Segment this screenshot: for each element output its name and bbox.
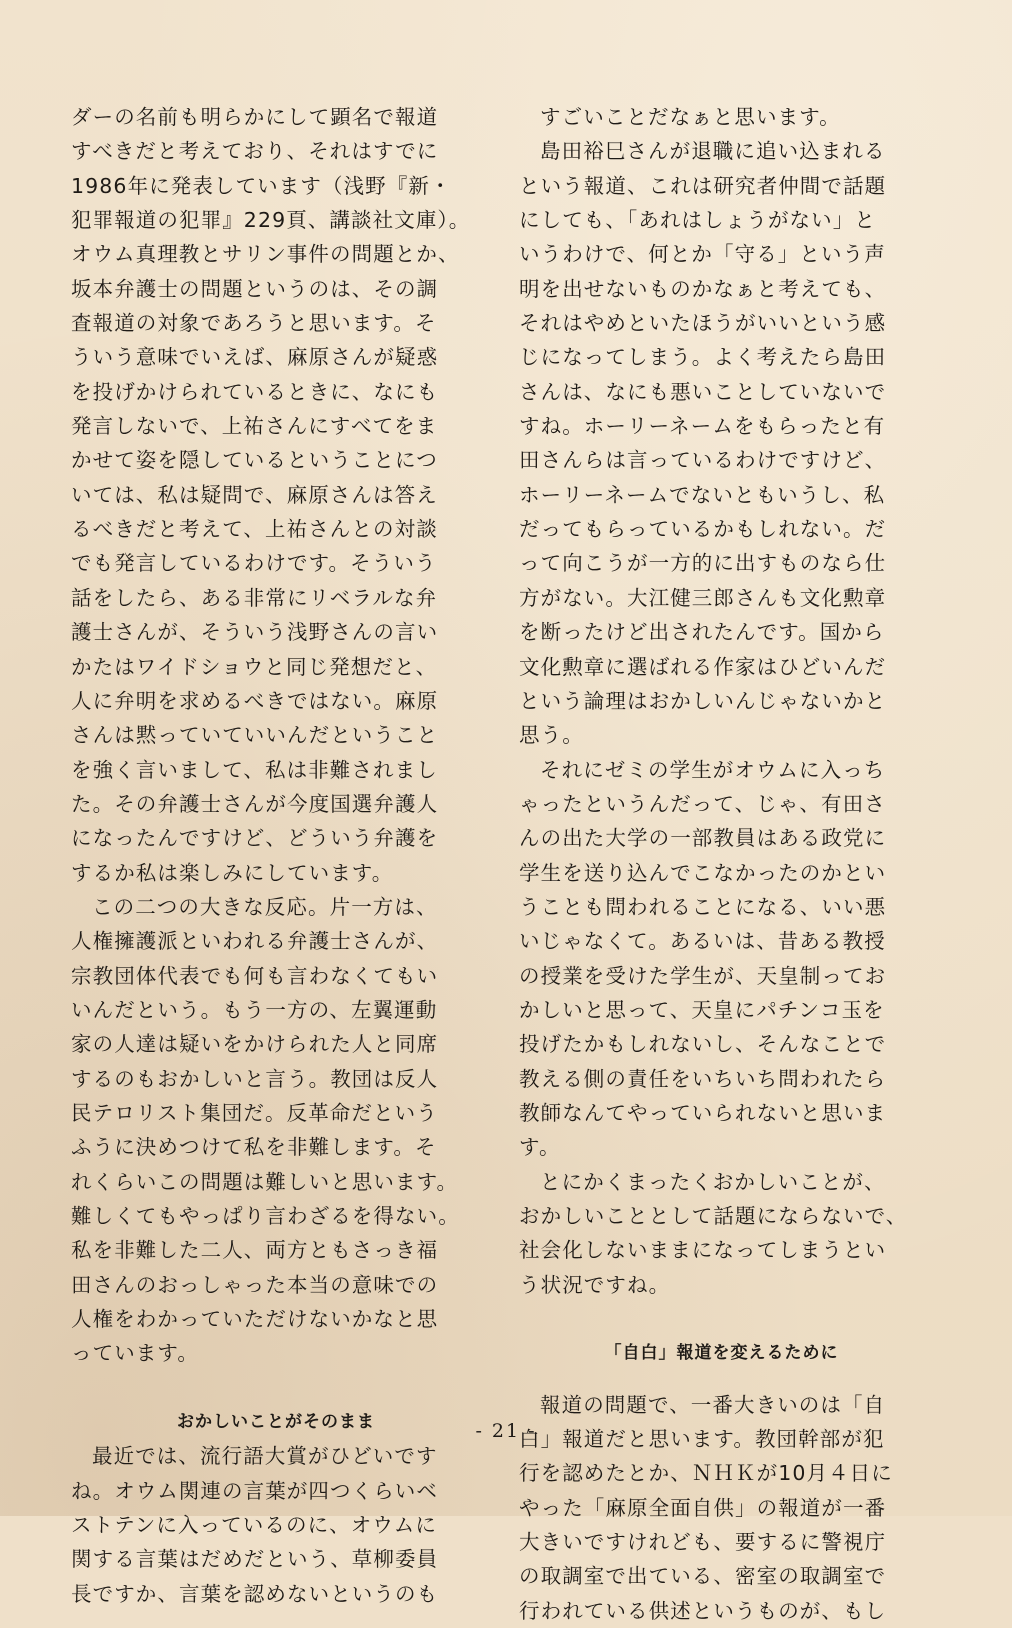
text-line: の取調室で出ている、密室の取調室で (519, 1564, 887, 1589)
text-line: 関する言葉はだめだという、草柳委員 (71, 1547, 439, 1572)
text-line: を断ったけど出されたんです。国から (519, 620, 885, 645)
text-line: にしても、「あれはしょうがない」と (519, 208, 876, 233)
text-line: 行を認めたとか、ＮＨＫが10月４日に (519, 1461, 893, 1486)
text-line: 田さんらは言っているわけですけど、 (519, 448, 887, 473)
text-line: ホーリーネームでないともいうし、私 (519, 482, 886, 507)
right-column (519, 100, 924, 1628)
text-line: 思う。 (519, 723, 584, 748)
text-line: という報道、これは研究者仲間で話題 (519, 173, 887, 198)
text-line: やった「麻原全面自供」の報道が一番 (519, 1495, 887, 1520)
text-line: 家の人達は疑いをかけられた人と同席 (71, 1032, 439, 1057)
text-line: れくらいこの問題は難しいと思います。 (71, 1169, 459, 1194)
text-line: 投げたかもしれないし、そんなことで (519, 1032, 887, 1057)
text-line: それはやめといたほうがいいという感 (519, 311, 887, 336)
text-line: 宗教団体代表でも何も言わなくてもい (71, 963, 439, 988)
text-line: するか私は楽しみにしています。 (71, 860, 394, 885)
text-line: だってもらっているかもしれない。だ (519, 517, 887, 542)
text-line: ゃったというんだって、じゃ、有田さ (519, 791, 886, 816)
text-line: 学生を送り込んでこなかったのかとい (519, 860, 887, 885)
spacer (71, 1371, 481, 1405)
text-line: 護士さんが、そういう浅野さんの言い (71, 620, 439, 645)
text-line: すべきだと考えており、それはすでに (71, 139, 439, 164)
text-line: それにゼミの学生がオウムに入っち (540, 757, 886, 782)
text-line: 教師なんてやっていられないと思いま (519, 1100, 887, 1125)
text-line: かしいと思って、天皇にパチンコ玉を (519, 997, 885, 1022)
text-line: になったんですけど、どういう弁護を (71, 826, 439, 851)
text-line: すね。ホーリーネームをもらったと有 (519, 414, 886, 439)
text-line: 最近では、流行語大賞がひどいです (92, 1444, 438, 1469)
text-line: さんは、なにも悪いことしていないで (519, 379, 887, 404)
text-line: 人に弁明を求めるべきではない。麻原 (71, 688, 439, 713)
spacer (519, 1302, 924, 1336)
text-line: 民テロリスト集団だ。反革命だという (71, 1100, 438, 1125)
text-line: いうわけで、何とか「守る」という声 (519, 242, 886, 267)
text-line: いんだという。もう一方の、左翼運動 (71, 997, 438, 1022)
text-line: いじゃなくて。あるいは、昔ある教授 (519, 929, 886, 954)
text-line: 発言しないで、上祐さんにすべてをま (71, 414, 438, 439)
text-line: 長ですか、言葉を認めないというのも (71, 1581, 439, 1606)
text-line: じになってしまう。よく考えたら島田 (519, 345, 887, 370)
text-line: 明を出せないものかなぁと考えても、 (519, 276, 887, 301)
text-line: さんは黙っていていいんだということ (71, 723, 439, 748)
text-line: 報道の問題で、一番大きいのは「自 (540, 1392, 886, 1417)
text-line: すごいことだなぁと思います。 (540, 105, 841, 129)
text-line: う状況ですね。 (519, 1272, 671, 1297)
spacer (519, 1371, 924, 1388)
text-line: 1986年に発表しています（浅野『新・ (71, 173, 452, 198)
text-line: うことも問われることになる、いい悪 (519, 894, 887, 919)
text-line: 教える側の責任をいちいち問われたら (519, 1066, 887, 1091)
text-line: す。 (519, 1135, 561, 1160)
text-line: 田さんのおっしゃった本当の意味での (71, 1272, 439, 1297)
text-line: かたはワイドショウと同じ発想だと、 (71, 654, 438, 679)
text-line: 文化勲章に選ばれる作家はひどいんだ (519, 654, 887, 679)
section-heading: 「自白」報道を変えるために (604, 1343, 839, 1364)
text-line: ふうに決めつけて私を非難します。そ (71, 1135, 437, 1160)
text-line: この二つの大きな反応。片一方は、 (92, 894, 438, 919)
text-line: ストテンに入っているのに、オウムに (71, 1513, 437, 1538)
text-line: 難しくてもやっぱり言わざるを得ない。 (71, 1204, 460, 1228)
text-line: た。その弁護士さんが今度国選弁護人 (71, 791, 439, 816)
page-number: - 21 - (475, 1420, 537, 1442)
text-line: ういう意味でいえば、麻原さんが疑惑 (71, 345, 439, 370)
text-line: という論理はおかしいんじゃないかと (519, 688, 887, 713)
text-line: でも発言しているわけです。そういう (71, 551, 437, 576)
text-line: ね。オウム関連の言葉が四つくらいベ (71, 1478, 438, 1503)
text-line: いては、私は疑問で、麻原さんは答え (71, 482, 438, 507)
text-line: 方がない。大江健三郎さんも文化勲章 (519, 585, 887, 610)
text-line: 大きいですけれども、要するに警視庁 (519, 1530, 887, 1555)
text-line: 犯罪報道の犯罪』229頁、講談社文庫）。 (71, 208, 471, 233)
text-line: 人権擁護派といわれる弁護士さんが、 (71, 929, 439, 954)
text-line: とにかくまったくおかしいことが、 (540, 1169, 886, 1194)
text-line: かせて姿を隠しているということにつ (71, 448, 438, 473)
text-line: 坂本弁護士の問題というのは、その調 (71, 276, 439, 301)
text-line: ダーの名前も明らかにして顕名で報道 (71, 105, 439, 129)
text-line: 行われている供述というものが、もし (519, 1598, 887, 1623)
text-line: んの出た大学の一部教員はある政党に (519, 826, 887, 851)
text-line: 社会化しないままになってしまうとい (519, 1238, 887, 1263)
text-line: 白」報道だと思います。教団幹部が犯 (519, 1427, 885, 1452)
text-line: 話をしたら、ある非常にリベラルな弁 (71, 585, 438, 610)
text-line: を強く言いまして、私は非難されまし (71, 757, 438, 782)
text-line: を投げかけられているときに、なにも (71, 379, 439, 404)
text-line: って向こうが一方的に出すものなら仕 (519, 551, 887, 576)
section-heading: おかしいことがそのまま (177, 1412, 375, 1433)
text-line: 私を非難した二人、両方ともさっき福 (71, 1238, 439, 1263)
text-line: っています。 (71, 1341, 199, 1366)
text-line: るべきだと考えて、上祐さんとの対談 (71, 517, 438, 542)
text-line: するのもおかしいと言う。教団は反人 (71, 1066, 439, 1091)
text-line: の授業を受けた学生が、天皇制ってお (519, 963, 887, 988)
text-line: 査報道の対象であろうと思います。そ (71, 311, 437, 336)
text-line: 島田裕巳さんが退職に追い込まれる (540, 139, 886, 164)
text-line: おかしいこととして話題にならないで、 (519, 1204, 908, 1228)
text-line: オウム真理教とサリン事件の問題とか、 (71, 242, 460, 267)
left-column (71, 100, 481, 1611)
text-line: 人権をわかっていただけないかなと思 (71, 1307, 439, 1332)
